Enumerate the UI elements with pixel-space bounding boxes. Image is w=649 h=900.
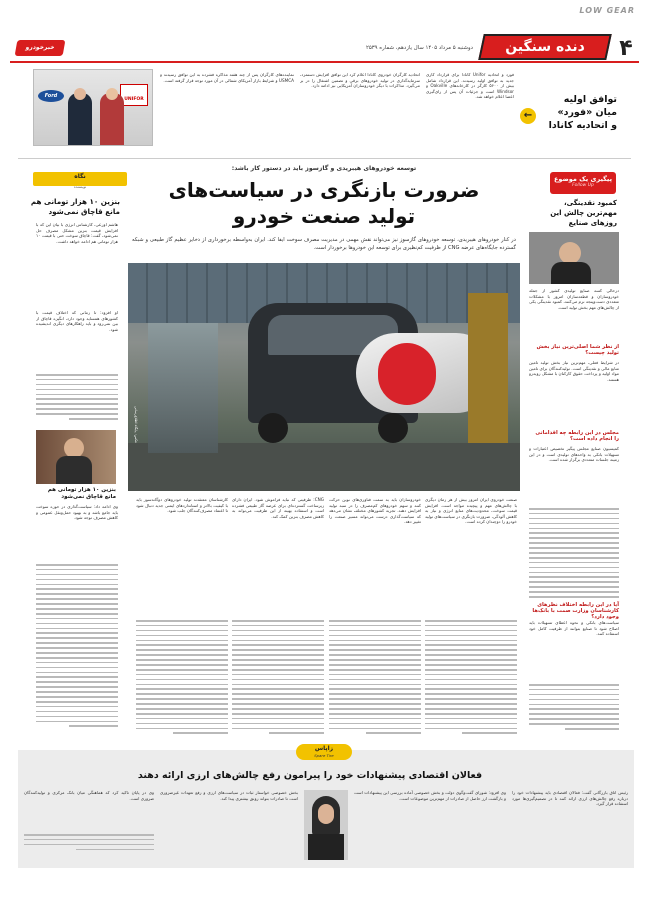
ford-logo: Ford: [38, 90, 64, 102]
portrait-head: [64, 438, 84, 458]
gas-tank-cap: [378, 343, 436, 405]
sidebar-question: آیا در این رابطه اختلاف نظرهای کارشناسان وزارت صمت با بانک‌ها وجود دارد؟: [532, 602, 619, 620]
sidebar-question: از نظر شما اصلی‌ترین نیاز بخش تولید چیست؟: [536, 344, 619, 356]
column-subtitle: بنزین ۱۰ هزار تومانی هم مانع قاچاق نمی‌شود: [47, 487, 116, 500]
top-story-col-1: فورد و اتحادیه Unifor کانادا برای قرارداد کاری جدید به توافق اولیه رسیدند. این قرارداد شامل بیش از ۵۶۰۰ کارگر در کارخانه‌های Oakville و Windsor است و جزئیات آن پس از رای‌گیری اعضا اعلام خواهد شد.: [426, 72, 514, 100]
bottom-col: رئیس اتاق بازرگانی گفت: فعالان اقتصادی باید پیشنهادات خود را درباره رفع چالش‌های ارزی ارائه کنند تا در تصمیم‌گیری‌ها مورد استفاده قرار گیرد.: [512, 790, 628, 807]
top-story-photo: [33, 69, 153, 146]
sidebar-answer: کمیسیون صنایع مجلس پیگیر تخصیص اعتبارات و تسهیلات بانکی به واحدهای تولیدی است و در این زمینه جلسات متعددی برگزار شده است.: [529, 446, 619, 463]
main-lead: در کنار خودروهای هیبریدی، توسعه خودروهای گازسوز نیز می‌تواند نقش مهمی در مدیریت مصرف سوخت ایفا کند. ایران به‌واسطه برخورداری از ذخایر عظیم گاز طبیعی و شبکه گسترده جایگاه‌های عرضه CNG از ظرفیت کم‌نظیری برای توسعه این خودروها برخوردار است.: [132, 237, 516, 251]
text-placeholder: [36, 374, 118, 426]
sidebar-title[interactable]: کمبود نقدینگی، مهم‌ترین چالش این روزهای صنایع: [550, 199, 617, 227]
main-col: خودروسازان باید به سمت فناوری‌های نوین حرکت کنند و سهم خودروهای کم‌مصرف را در سبد تولید افزایش دهند. تجربه کشورهای مختلف نشان می‌دهد که سیاست‌گذاری درست می‌تواند مسیر صنعت را تغییر دهد.: [329, 497, 421, 525]
text-placeholder: [136, 620, 228, 738]
sidebar-photo: [529, 232, 619, 284]
text-placeholder: [529, 684, 619, 734]
text-placeholder: [232, 620, 324, 738]
header-divider: [10, 61, 639, 63]
main-col: CNG: ظرفیتی که نباید فراموش شود. ایران دارای زیرساخت گسترده‌ای برای عرضه گاز طبیعی فشرده است و استفاده بهینه از این ظرفیت می‌تواند به کاهش مصرف بنزین کمک کند.: [232, 497, 324, 519]
page-header: [0, 0, 649, 60]
page-number: ۴: [619, 36, 633, 61]
sidebar-badge-label: پیگیری یک موضوع: [553, 175, 613, 183]
car-wheel: [258, 413, 288, 443]
column-body: هاشم اورعی، کارشناس انرژی با بیان این که با افزایش قیمت بنزین مشکل مصرف حل نمی‌شود، گفت: قاچاق سوخت حتی با قیمت ۱۰ هزار تومانی هم ادامه خواهد داشت.: [36, 222, 118, 244]
main-title-line[interactable]: ضرورت بازنگری در سیاست‌های: [168, 178, 480, 202]
column-body: وی ادامه داد: سیاست‌گذاری در حوزه سوخت باید جامع باشد و به بهبود حمل‌ونقل عمومی و کاهش مصرف توجه شود.: [36, 504, 118, 521]
spare-badge-sub: Spare Tire: [314, 753, 334, 758]
column-author: نویسنده: [73, 184, 87, 189]
assembly-machine: [148, 323, 218, 453]
arrow-left-icon[interactable]: ←: [520, 108, 536, 124]
main-kicker: توسعه خودروهای هیبریدی و گازسوز باید در دستور کار باشد:: [231, 165, 417, 172]
spare-badge-label: زاپاس: [314, 745, 334, 752]
top-story-title-line: توافق اولیه: [563, 94, 617, 105]
column-photo: [36, 430, 116, 484]
publication-logo[interactable]: خبرخودرو: [15, 40, 66, 56]
main-col: کارشناسان معتقدند تولید خودروهای دوگانه‌سوز باید با کیفیت بالاتر و استانداردهای ایمنی جدید دنبال شود تا اعتماد مصرف‌کنندگان جلب شود.: [136, 497, 228, 514]
portrait-body: [56, 456, 92, 484]
text-placeholder: [529, 508, 619, 598]
sidebar-badge-sub: Follow Up: [572, 183, 594, 188]
main-title-line[interactable]: تولید صنعت خودرو: [232, 204, 416, 228]
person-head: [74, 88, 86, 100]
top-story-col-2: اتحادیه کارگران خودروی کانادا اعلام کرد این توافق افزایش دستمزد، سرمایه‌گذاری در تولید خودروهای برقی و تضمین اشتغال را در بر می‌گیرد. مذاکرات با دیگر خودروسازان آمریکایی نیز ادامه دارد.: [300, 72, 420, 89]
sidebar-intro: درحالی کسه صنایع تولیدی کشور از جمله خودروسازان و قطعه‌سازان امروز با مشکلات متعددی دست‌وپنجه نرم می‌کنند، کمبود نقدینگی یکی از چالش‌های مهم بخش تولید است.: [529, 288, 619, 310]
bottom-col: بخش خصوصی خواستار ثبات در سیاست‌های ارزی و رفع تعهدات غیرضروری است تا صادرات بتواند رونق بیشتری پیدا کند.: [160, 790, 298, 801]
text-placeholder: [329, 620, 421, 738]
person-figure: [68, 93, 92, 145]
portrait-face: [318, 804, 334, 824]
divider: [18, 158, 631, 159]
car-wheel: [378, 413, 408, 443]
column-title[interactable]: بنزین ۱۰ هزار تومانی هم مانع قاچاق نمی‌شود: [30, 197, 120, 216]
text-placeholder: [36, 564, 118, 734]
bottom-col: وی افزود: شورای گفت‌وگوی دولت و بخش خصوصی آماده بررسی این پیشنهادات است و بازگشت ارز حاصل از صادرات از مهم‌ترین موضوعات است.: [354, 790, 506, 801]
sidebar-question: مجلس در این رابطه چه اقداماتی را انجام داده است؟: [535, 430, 619, 442]
column-badge-label: نگاه: [74, 173, 86, 180]
portrait-head: [559, 242, 581, 264]
sidebar-answer: سیاست‌های بانکی و نحوه اعطای تسهیلات باید اصلاح شود تا صنایع بتوانند از ظرفیت کامل خود استفاده کنند.: [529, 620, 619, 637]
bottom-photo: [304, 790, 348, 860]
factory-photo: [128, 263, 520, 491]
section-title: دنده سنگین: [505, 39, 585, 55]
person-head: [106, 88, 118, 100]
top-story-title-line: میان «فورد»: [557, 107, 617, 118]
spare-badge: [296, 744, 352, 760]
top-story-col-3: نماینده‌های کارگران پس از چند هفته مذاکره فشرده به این توافق رسیدند و USMCA و شرایط بازار آمریکای شمالی در آن مورد توجه قرار گرفته است.: [160, 72, 294, 83]
top-story-title-line: و اتحادیه کانادا: [548, 120, 617, 131]
bottom-col: وی در پایان تاکید کرد که هماهنگی میان بانک مرکزی و تولیدکنندگان ضروری است.: [24, 790, 154, 801]
bottom-title[interactable]: فعالان اقتصادی پیشنهادات خود را پیرامون رفع چالش‌های ارزی ارائه دهند: [137, 770, 483, 781]
text-placeholder: [425, 620, 517, 738]
main-col: صنعت خودروی ایران امروز بیش از هر زمان دیگری با چالش‌های مهم و پیچیده مواجه است. افزایش قیمت سوخت، محدودیت‌های منابع انرژی و نیاز به کاهش آلودگی، ضرورت بازنگری در سیاست‌های تولید خودرو را دوچندان کرده است.: [425, 497, 517, 525]
portrait-body: [308, 834, 344, 860]
text-placeholder: [24, 834, 154, 862]
column-body: او افزود: تا زمانی که اختلاف قیمت با کشورهای همسایه وجود دارد، انگیزه قاچاق از بین نمی‌رود و باید راهکارهای دیگری اندیشیده شود.: [36, 310, 118, 332]
photo-credit: عکس: پایگاه اطلاع‌رسانی: [134, 405, 138, 443]
sidebar-answer: در شرایط فعلی، مهم‌ترین نیاز بخش تولید تامین منابع مالی و نقدینگی است. تولیدکنندگان برای تامین مواد اولیه و پرداخت حقوق کارکنان با مشکل روبه‌رو هستند.: [529, 360, 619, 382]
brand-en: LOW GEAR: [579, 6, 635, 15]
sidebar-badge: [550, 172, 616, 194]
person-figure: [100, 93, 124, 145]
unifor-logo: UNIFOR: [120, 84, 148, 106]
portrait-body: [551, 262, 591, 284]
issue-line: دوشنبه ۵ مرداد ۱۴۰۵ سال یازدهم، شماره ۲۵۳۹: [365, 45, 473, 51]
